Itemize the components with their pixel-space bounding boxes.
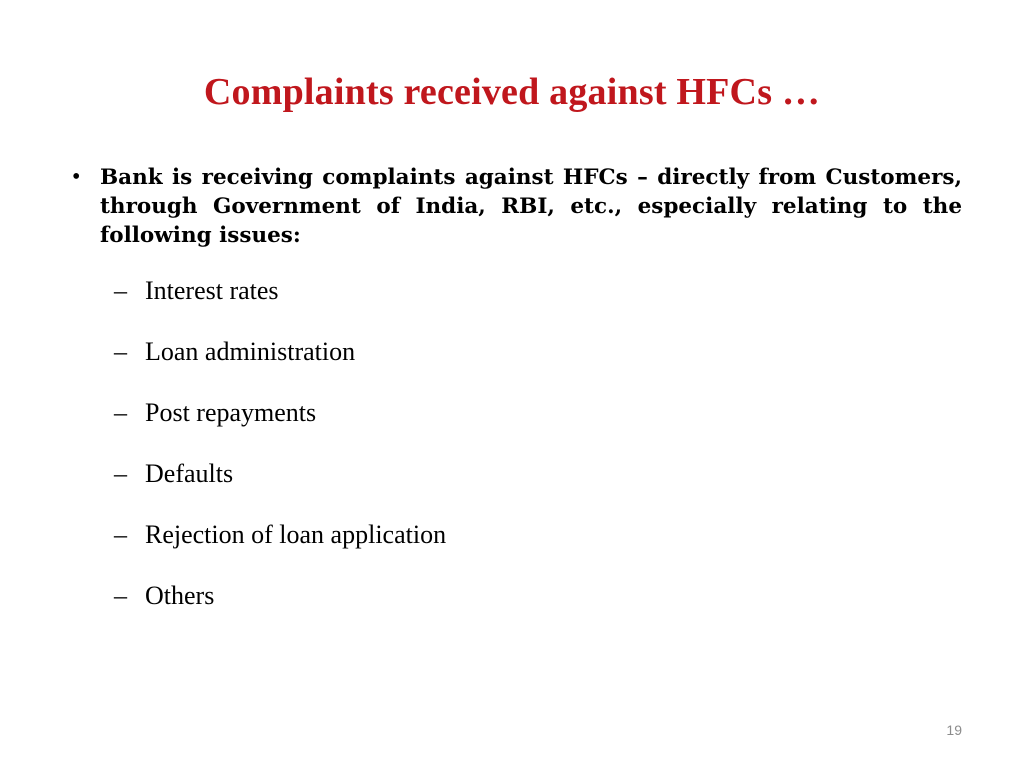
- main-bullet: [60, 163, 962, 250]
- main-bullet-text: Bank is receiving complaints against HFCs – directly from Customers, through Government of India, RBI, etc., especially relating to the following issues:: [100, 165, 962, 248]
- dash-marker: –: [114, 337, 127, 366]
- list-item-label: Interest rates: [145, 276, 279, 305]
- slide-title: Complaints received against HFCs …: [203, 71, 821, 113]
- list-item-label: Others: [145, 581, 215, 610]
- dash-marker: –: [114, 276, 127, 305]
- list-item-label: Defaults: [145, 459, 234, 488]
- bullet-marker: •: [72, 164, 81, 190]
- dash-marker: –: [114, 398, 127, 427]
- list-item-label: Loan administration: [145, 337, 356, 366]
- dash-marker: –: [114, 459, 127, 488]
- dash-marker: –: [114, 581, 127, 610]
- dash-marker: –: [114, 520, 127, 549]
- list-item-label: Rejection of loan application: [145, 520, 447, 549]
- list-item-label: Post repayments: [145, 398, 317, 427]
- page-number: 19: [946, 722, 962, 738]
